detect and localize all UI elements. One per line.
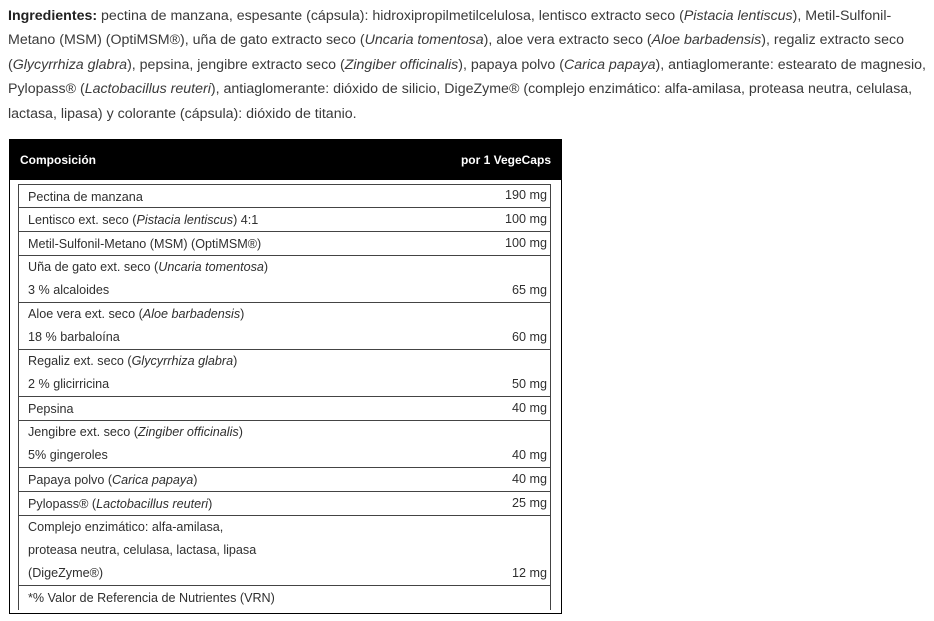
ingredient-text-segment: ), antiaglomerante: estearato de magnesio, Pylopass® (	[8, 56, 926, 98]
footnote-row	[18, 586, 551, 610]
row-amount: 40 mg	[511, 401, 547, 415]
ingredient-latin-name: Pistacia lentiscus	[683, 8, 793, 24]
table-row	[18, 397, 551, 421]
ingredient-text-segment: ), papaya polvo (	[458, 56, 564, 73]
component-text: Jengibre ext. seco (	[28, 425, 138, 439]
component-text: proteasa neutra, celulasa, lactasa, lipasa	[28, 543, 257, 557]
header-composition: Composición	[20, 153, 97, 167]
component-line	[28, 397, 74, 421]
component-text: Regaliz ext. seco (	[28, 354, 132, 368]
ingredient-latin-name: Carica papaya	[563, 56, 656, 73]
row-amount: 100 mg	[504, 212, 547, 226]
component-line	[28, 373, 237, 396]
latin-name: Glycyrrhiza glabra	[131, 354, 234, 368]
table-row	[18, 303, 551, 350]
ingredient-text-segment: ), pepsina, jengibre extracto seco (	[127, 56, 345, 73]
row-component	[19, 303, 244, 349]
table-row	[18, 421, 551, 468]
row-component	[19, 208, 258, 231]
table-header	[10, 140, 561, 180]
row-component	[19, 468, 197, 491]
component-text: Uña de gato ext. seco (	[28, 260, 159, 274]
row-amount: 60 mg	[511, 330, 547, 344]
row-amount: 65 mg	[511, 283, 547, 297]
ingredients-label: Ingredientes:	[8, 8, 98, 24]
ingredient-text-segment: ), Metil-Sulfonil-Metano (MSM) (OptiMSM®), uña de gato extracto seco (	[8, 8, 892, 49]
component-line	[28, 516, 256, 539]
footnote: *% Valor de Referencia de Nutrientes (VRN)	[28, 591, 275, 605]
component-text: (DigeZyme®)	[28, 566, 104, 580]
component-line	[28, 256, 268, 279]
component-line	[28, 185, 143, 209]
component-line	[28, 232, 261, 256]
component-text: )	[193, 473, 198, 487]
row-component	[19, 350, 237, 396]
row-amount: 50 mg	[511, 377, 547, 391]
row-amount: 40 mg	[511, 448, 547, 462]
row-component	[19, 232, 261, 255]
component-line	[28, 468, 197, 492]
component-text: Pylopass® (	[28, 497, 97, 511]
component-line	[28, 562, 256, 585]
ingredient-text-segment: ), aloe vera extracto seco (	[483, 32, 652, 49]
row-amount: 40 mg	[511, 472, 547, 486]
component-line	[28, 350, 237, 373]
component-text: )	[240, 307, 245, 321]
ingredients-text	[8, 8, 926, 122]
latin-name: Aloe barbadensis	[142, 307, 241, 321]
ingredient-latin-name: Lactobacillus reuteri	[84, 81, 211, 98]
ingredient-latin-name: Aloe barbadensis	[651, 32, 762, 49]
component-text: ) 4:1	[233, 213, 259, 227]
row-component	[19, 397, 74, 420]
ingredients-paragraph	[8, 4, 932, 126]
component-line	[28, 326, 244, 349]
row-component	[19, 421, 243, 467]
component-text: Papaya polvo (	[28, 473, 113, 487]
component-text: )	[208, 497, 213, 511]
table-row	[18, 208, 551, 232]
table-row	[18, 468, 551, 492]
component-line	[28, 303, 244, 326]
row-amount: 25 mg	[511, 496, 547, 510]
row-component	[19, 492, 212, 515]
table-row	[18, 232, 551, 256]
row-amount: 100 mg	[504, 236, 547, 250]
component-text: Metil-Sulfonil-Metano (MSM) (OptiMSM®)	[28, 237, 262, 251]
component-text: Pepsina	[28, 402, 74, 416]
component-line	[28, 492, 212, 516]
component-text: )	[263, 260, 269, 274]
ingredient-text-segment: ), regaliz extracto seco (	[8, 32, 905, 73]
header-per-serving: por 1 VegeCaps	[460, 153, 551, 167]
component-text: 3 % alcaloides	[28, 283, 110, 297]
component-text: Aloe vera ext. seco (	[28, 307, 143, 321]
table-row	[18, 350, 551, 397]
component-line	[28, 539, 256, 562]
component-line	[28, 444, 243, 467]
ingredient-latin-name: Zingiber officinalis	[344, 56, 459, 73]
ingredient-latin-name: Uncaria tomentosa	[364, 32, 484, 49]
ingredient-text-segment: ), antiaglomerante: dióxido de silicio, DigeZyme® (complejo enzimático: alfa-amilasa, proteasa neutra, celulasa, lactasa, lipasa) y colorante (cápsula): dióxido de titanio.	[8, 81, 913, 122]
latin-name: Lactobacillus reuteri	[96, 497, 209, 511]
ingredient-latin-name: Glycyrrhiza glabra	[12, 56, 128, 73]
table-row	[18, 516, 551, 586]
component-text: Pectina de manzana	[28, 190, 143, 204]
ingredient-text-segment: pectina de manzana, espesante (cápsula): hidroxipropilmetilcelulosa, lentisco extracto seco (	[97, 8, 684, 24]
component-text: Complejo enzimático: alfa-amilasa,	[28, 520, 224, 534]
latin-name: Pistacia lentiscus	[136, 213, 234, 227]
component-text: 2 % glicirricina	[28, 377, 110, 391]
latin-name: Zingiber officinalis	[137, 425, 239, 439]
row-amount: 12 mg	[511, 566, 547, 580]
row-component	[19, 516, 256, 585]
component-text: 18 % barbaloína	[28, 330, 120, 344]
table-row	[18, 492, 551, 516]
component-line	[28, 279, 268, 302]
row-component	[19, 185, 143, 207]
component-text: )	[238, 425, 243, 439]
row-amount: 190 mg	[504, 188, 547, 202]
component-text: )	[233, 354, 238, 368]
table-body	[10, 184, 561, 610]
component-line	[28, 208, 258, 232]
latin-name: Carica papaya	[112, 473, 194, 487]
composition-table	[9, 139, 562, 614]
row-component	[19, 256, 268, 302]
component-text: Lentisco ext. seco (	[28, 213, 137, 227]
table-row	[18, 256, 551, 303]
component-text: 5% gingeroles	[28, 448, 108, 462]
latin-name: Uncaria tomentosa	[158, 260, 264, 274]
component-line	[28, 421, 243, 444]
table-row	[18, 184, 551, 208]
